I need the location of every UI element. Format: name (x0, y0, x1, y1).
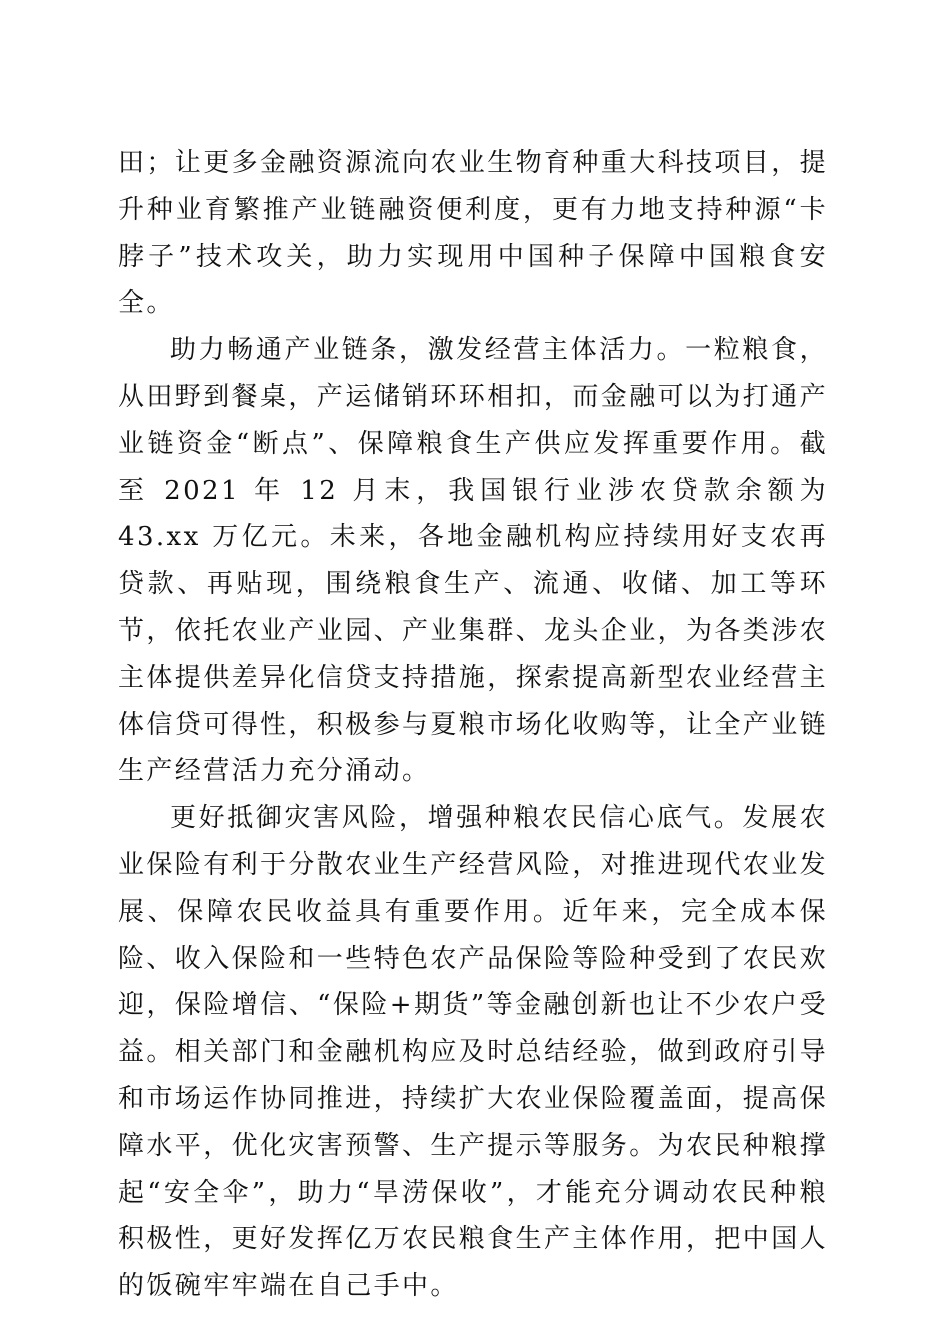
paragraph-continuation: 田；让更多金融资源流向农业生物育种重大科技项目，提升种业育繁推产业链融资便利度，更有力地支持种源“卡脖子”技术攻关，助力实现用中国种子保障中国粮食安全。 (118, 148, 829, 319)
paragraph-disaster-risk: 更好抵御灾害风险，增强种粮农民信心底气。发展农业保险有利于分散农业生产经营风险，对推进现代农业发展、保障农民收益具有重要作用。近年来，完全成本保险、收入保险和一些特色农产品保险等险种受到了农民欢迎，保险增信、“保险+期货”等金融创新也让不少农户受益。相关部门和金融机构应及时总结经验，做到政府引导和市场运作协同推进，持续扩大农业保险覆盖面，提高保障水平，优化灾害预警、生产提示等服务。为农民种粮撑起“安全伞”，助力“旱涝保收”，才能充分调动农民种粮积极性，更好发挥亿万农民粮食生产主体作用，把中国人的饭碗牢牢端在自己手中。 (118, 803, 829, 1302)
paragraph-industry-chain: 助力畅通产业链条，激发经营主体活力。一粒粮食，从田野到餐桌，产运储销环环相扣，而金融可以为打通产业链资金“断点”、保障粮食生产供应发挥重要作用。截至 2021 年 12 月末，我国银行业涉农贷款余额为 43.xx 万亿元。未来，各地金融机构应持续用好支农再贷款、再贴现，围绕粮食生产、流通、收储、加工等环节，依托农业产业园、产业集群、龙头企业，为各类涉农主体提供差异化信贷支持措施，探索提高新型农业经营主体信贷可得性，积极参与夏粮市场化收购等，让全产业链生产经营活力充分涌动。 (118, 335, 829, 787)
document-body (118, 140, 828, 1310)
